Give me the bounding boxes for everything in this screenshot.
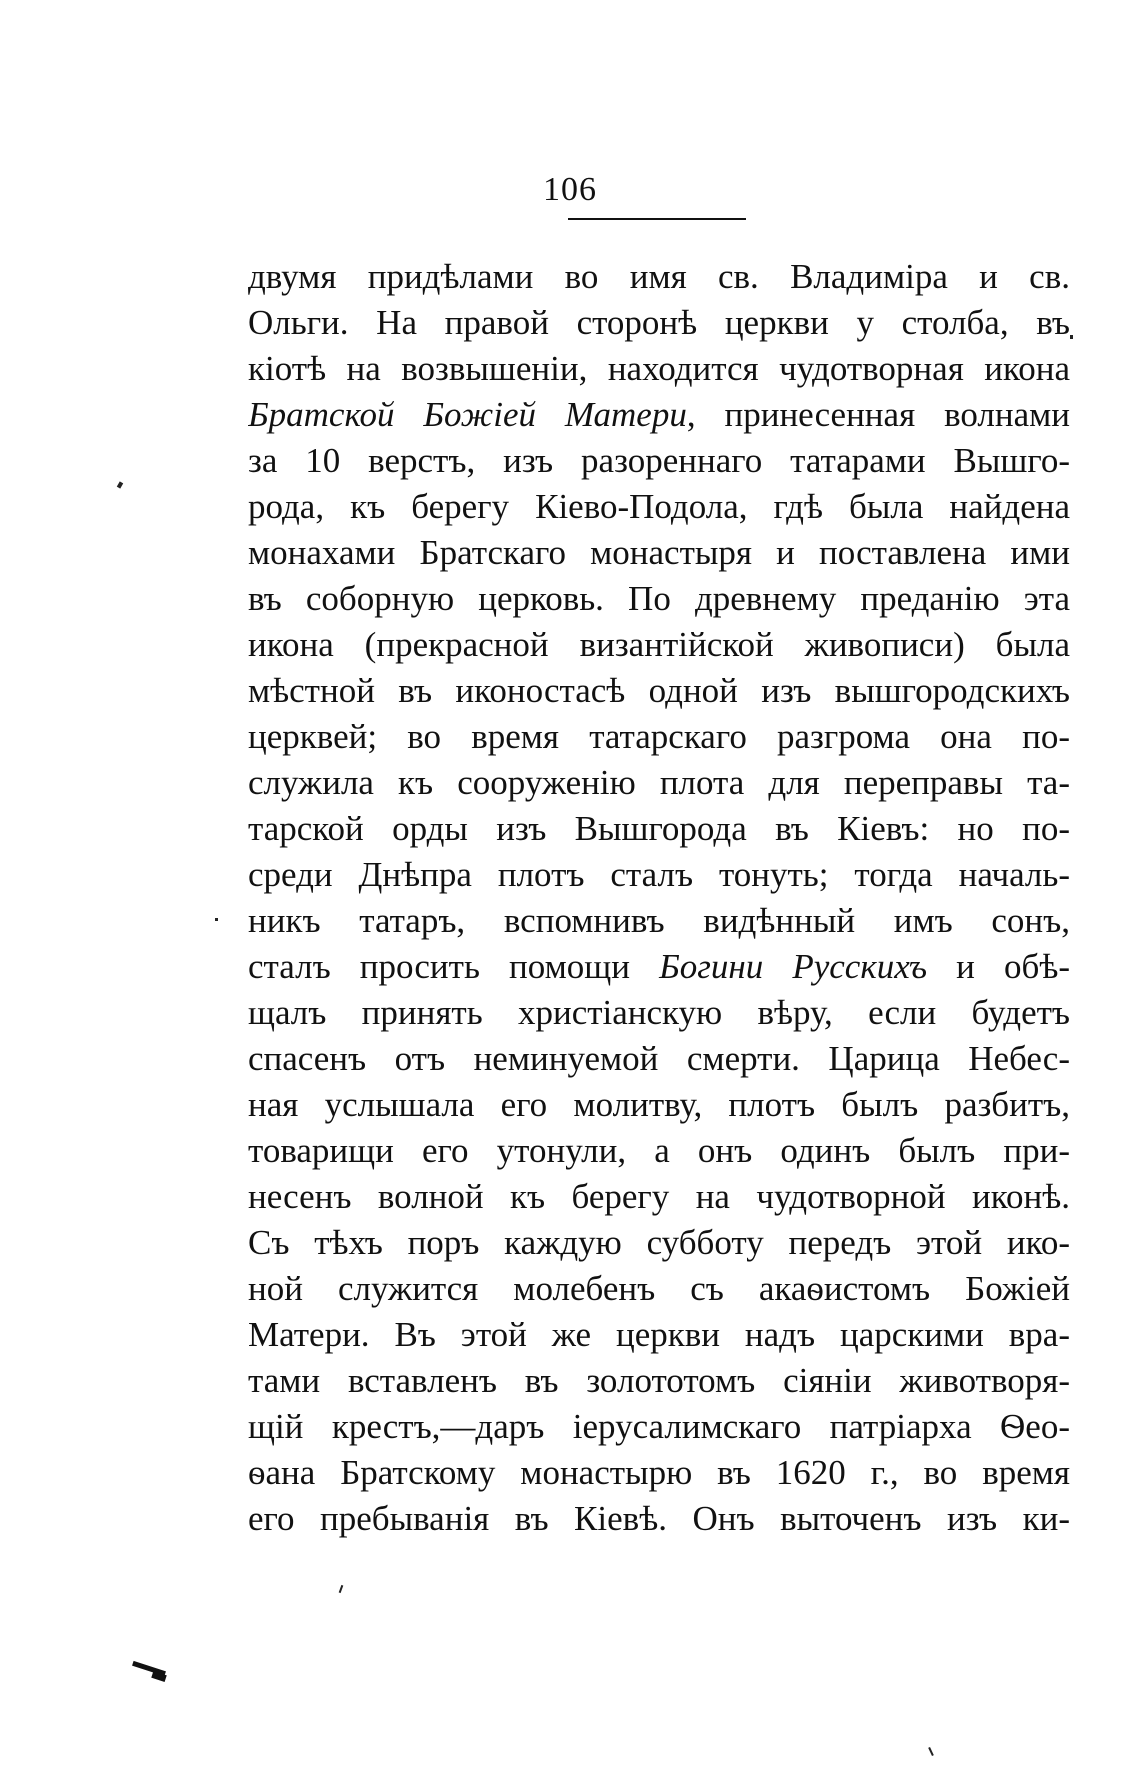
text-segment: мѣстной въ иконостасѣ одной изъ вышгородскихъ (248, 671, 1070, 710)
text-segment: и обѣ- (927, 947, 1070, 986)
text-line (248, 1358, 1070, 1404)
text-segment: церквей; во время татарскаго разгрома она по- (248, 717, 1070, 756)
text-segment: въ соборную церковь. По древнему преданію эта (248, 579, 1070, 618)
text-segment: несенъ волной къ берегу на чудотворной иконѣ. (248, 1177, 1070, 1216)
text-segment: его пребыванія въ Кіевѣ. Онъ выточенъ изъ ки- (248, 1499, 1070, 1538)
text-segment: кіотѣ на возвышеніи, находится чудотворная икона (248, 349, 1070, 388)
text-segment: ная услышала его молитву, плотъ былъ разбитъ, (248, 1085, 1070, 1124)
text-segment: , принесенная волнами (686, 395, 1070, 434)
text-line (248, 1496, 1070, 1542)
text-line (248, 1128, 1070, 1174)
text-line (248, 622, 1070, 668)
scan-speck (1070, 335, 1073, 339)
scan-speck (117, 481, 123, 488)
text-segment: Ольги. На правой сторонѣ церкви у столба, въ (248, 303, 1070, 342)
text-line (248, 898, 1070, 944)
text-line (248, 1036, 1070, 1082)
text-line (248, 530, 1070, 576)
text-segment: двумя придѣлами во имя св. Владиміра и св. (248, 257, 1070, 296)
page-number-rule (568, 218, 746, 220)
scan-speck (215, 918, 218, 921)
text-line (248, 806, 1070, 852)
text-line (248, 576, 1070, 622)
text-line (248, 1174, 1070, 1220)
text-segment: среди Днѣпра плотъ сталъ тонуть; тогда началь- (248, 855, 1070, 894)
text-segment: ѳана Братскому монастырю въ 1620 г., во время (248, 1453, 1070, 1492)
text-line (248, 1220, 1070, 1266)
italic-text: Братской Божіей Матери (248, 395, 687, 434)
text-segment: никъ татаръ, вспомнивъ видѣнный имъ сонъ, (248, 901, 1070, 940)
scan-speck (339, 1585, 344, 1593)
text-line (248, 1266, 1070, 1312)
text-line (248, 714, 1070, 760)
text-line (248, 1450, 1070, 1496)
text-line (248, 484, 1070, 530)
text-line (248, 1082, 1070, 1128)
text-line (248, 852, 1070, 898)
body-text (248, 254, 1070, 1542)
text-segment: служила къ сооруженію плота для переправы та- (248, 763, 1070, 802)
text-segment: сталъ просить помощи (248, 947, 660, 986)
text-line (248, 254, 1070, 300)
text-line (248, 346, 1070, 392)
text-segment: за 10 верстъ, изъ разореннаго татарами Вышго- (248, 441, 1070, 480)
text-line (248, 392, 1070, 438)
text-line (248, 1312, 1070, 1358)
text-segment: тами вставленъ въ золототомъ сіяніи животворя- (248, 1361, 1070, 1400)
text-segment: тарской орды изъ Вышгорода въ Кіевъ: но по- (248, 809, 1070, 848)
text-line (248, 944, 1070, 990)
text-line (248, 1404, 1070, 1450)
text-segment: спасенъ отъ неминуемой смерти. Царица Небес- (248, 1039, 1070, 1078)
text-segment: Матери. Въ этой же церкви надъ царскими вра- (248, 1315, 1070, 1354)
text-segment: монахами Братскаго монастыря и поставлена ими (248, 533, 1070, 572)
text-segment: щалъ принять христіанскую вѣру, если будетъ (248, 993, 1070, 1032)
scan-speck (928, 1747, 934, 1756)
text-line (248, 668, 1070, 714)
text-segment: икона (прекрасной византійской живописи) была (248, 625, 1070, 664)
text-line (248, 760, 1070, 806)
italic-text: Богини Русскихъ (659, 947, 928, 986)
page-number: 106 (543, 171, 597, 208)
text-segment: товарищи его утонули, а онъ одинъ былъ при- (248, 1131, 1070, 1170)
text-segment: щій крестъ,—даръ іерусалимскаго патріарха Ѳео- (248, 1407, 1070, 1446)
text-line (248, 300, 1070, 346)
text-segment: ной служится молебенъ съ акаѳистомъ Божіей (248, 1269, 1070, 1308)
text-line (248, 438, 1070, 484)
text-segment: рода, къ берегу Кіево-Подола, гдѣ была найдена (248, 487, 1070, 526)
text-segment: Съ тѣхъ поръ каждую субботу передъ этой ико- (248, 1223, 1070, 1262)
text-line (248, 990, 1070, 1036)
